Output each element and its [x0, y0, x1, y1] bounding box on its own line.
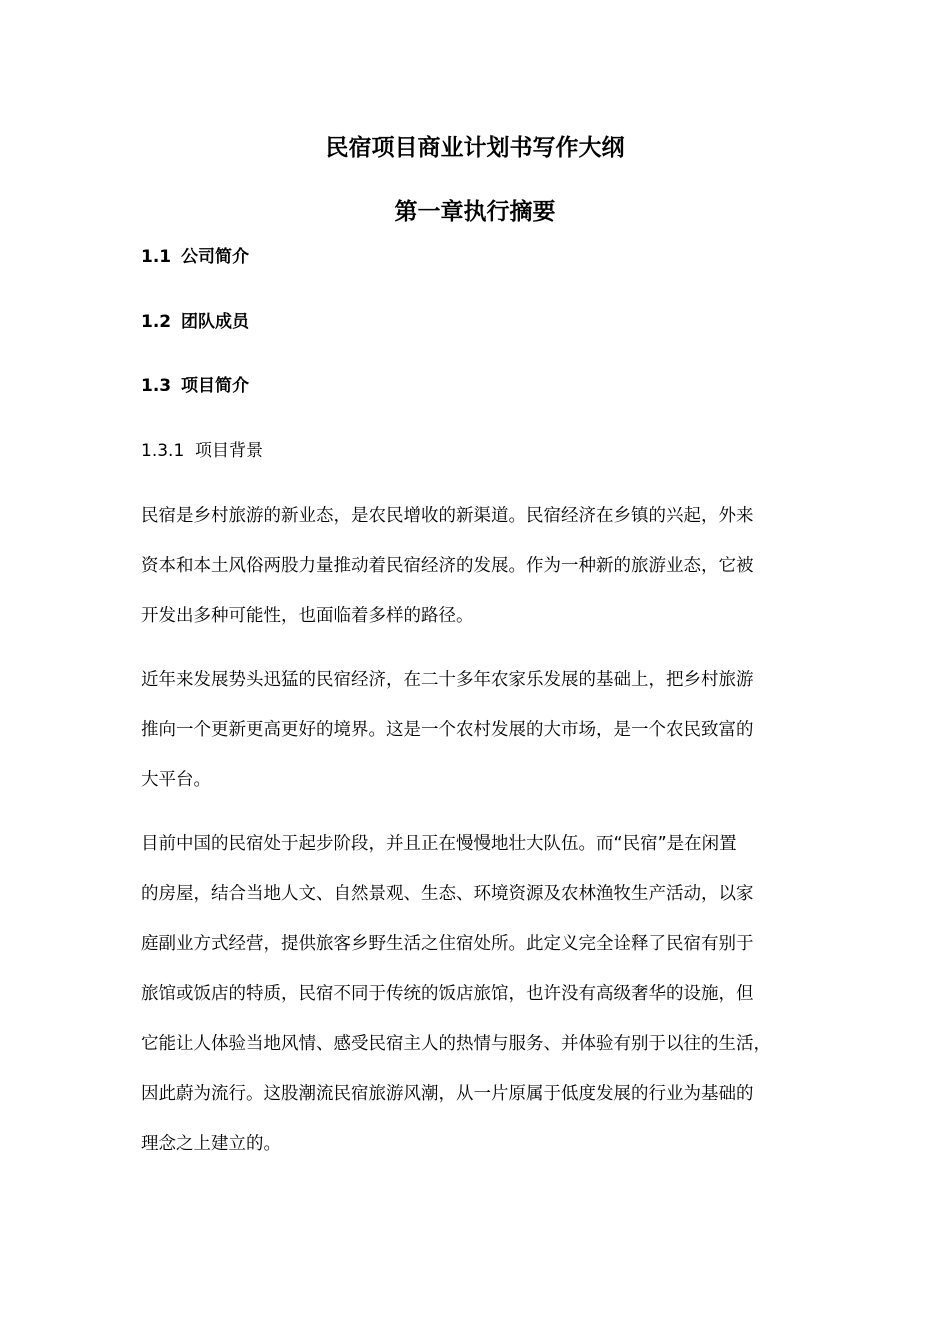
paragraph-line: 因此蔚为流行。这股潮流民宿旅游风潮，从一片原属于低度发展的行业为基础的 [141, 1084, 754, 1104]
paragraph-line: 庭副业方式经营，提供旅客乡野生活之住宿处所。此定义完全诠释了民宿有别于 [141, 934, 754, 954]
chapter-title: 第一章执行摘要 [394, 199, 556, 225]
section-heading-1-3 [141, 374, 249, 398]
section-title: 公司简介 [181, 247, 249, 267]
paragraph-1 [141, 491, 813, 641]
paragraph-line: 近年来发展势头迅猛的民宿经济，在二十多年农家乐发展的基础上，把乡村旅游 [141, 670, 754, 690]
paragraph-line: 民宿是乡村旅游的新业态，是农民增收的新渠道。民宿经济在乡镇的兴起，外来 [141, 506, 754, 526]
paragraph-2 [141, 655, 813, 805]
section-title: 团队成员 [181, 312, 249, 332]
paragraph-line: 目前中国的民宿处于起步阶段，并且正在慢慢地壮大队伍。而“民宿”是在闲置 [141, 834, 737, 854]
section-heading-1-1 [141, 245, 249, 269]
paragraph-line: 它能让人体验当地风情、感受民宿主人的热情与服务、并体验有别于以往的生活， [141, 1034, 771, 1054]
paragraph-3 [141, 819, 813, 1169]
section-heading-1-2 [141, 310, 249, 334]
subsection-heading-1-3-1 [141, 439, 263, 463]
paragraph-line: 开发出多种可能性，也面临着多样的路径。 [141, 606, 474, 626]
subsection-number: 1.3.1 [141, 441, 185, 461]
document-title: 民宿项目商业计划书写作大纲 [325, 135, 625, 161]
paragraph-line: 的房屋，结合当地人文、自然景观、生态、环境资源及农林渔牧生产活动，以家 [141, 884, 754, 904]
section-number: 1.1 [141, 247, 172, 267]
section-title: 项目简介 [181, 376, 249, 396]
paragraph-line: 推向一个更新更高更好的境界。这是一个农村发展的大市场，是一个农民致富的 [141, 720, 754, 740]
paragraph-line: 大平台。 [141, 770, 211, 790]
paragraph-line: 旅馆或饭店的特质，民宿不同于传统的饭店旅馆，也许没有高级奢华的设施，但 [141, 984, 754, 1004]
paragraph-line: 资本和本土风俗两股力量推动着民宿经济的发展。作为一种新的旅游业态，它被 [141, 556, 754, 576]
paragraph-line: 理念之上建立的。 [141, 1134, 281, 1154]
section-number: 1.2 [141, 312, 172, 332]
subsection-title: 项目背景 [195, 441, 263, 461]
section-number: 1.3 [141, 376, 172, 396]
